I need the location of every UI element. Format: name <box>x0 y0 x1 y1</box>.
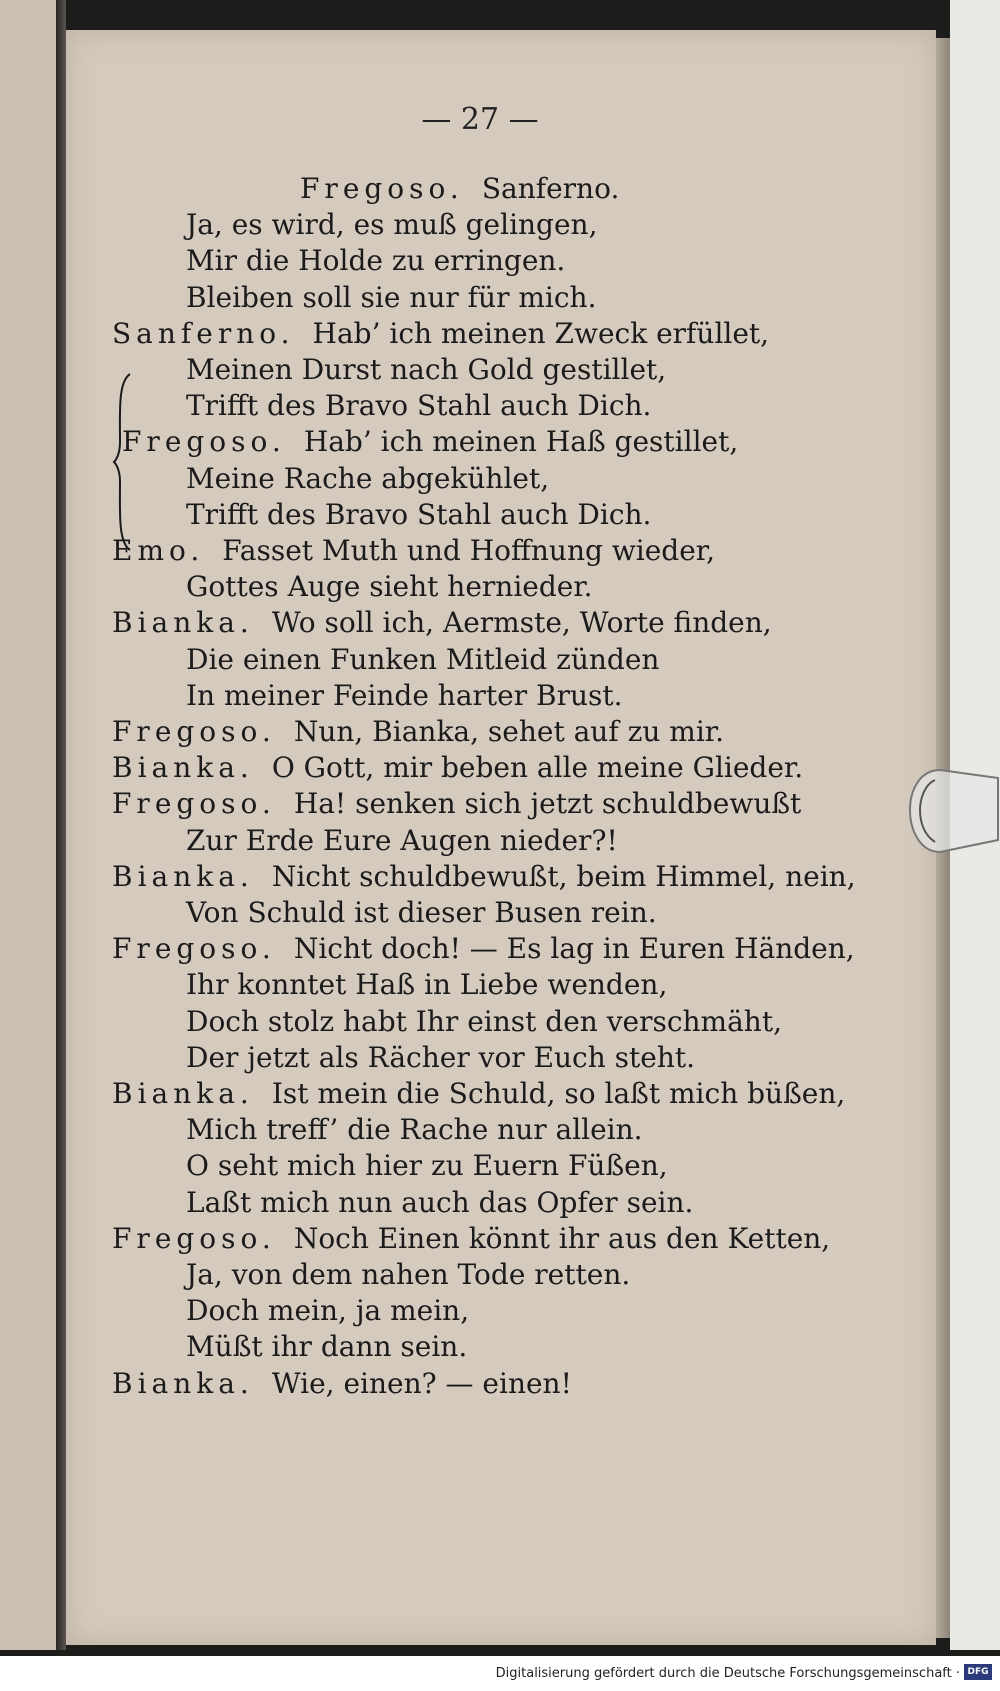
verse-text: Laßt mich nun auch das Opfer sein. <box>186 1186 694 1219</box>
text-line <box>186 244 565 278</box>
text-line <box>186 643 659 677</box>
text-line <box>112 1367 572 1401</box>
text-line <box>186 824 618 858</box>
text-line <box>186 1041 695 1075</box>
verse-text: Ja, von dem nahen Tode retten. <box>186 1258 631 1291</box>
speaker-name: Bianka. <box>112 860 254 893</box>
verse-text: Sanferno. <box>481 172 620 205</box>
text-line <box>122 425 738 459</box>
text-line <box>112 787 801 821</box>
text-line <box>186 1294 469 1328</box>
speaker-name: Fregoso. <box>300 172 464 205</box>
text-line <box>112 1222 830 1256</box>
text-line <box>300 172 619 206</box>
speaker-name: Fregoso. <box>112 787 276 820</box>
verse-text: Ha! senken sich jetzt schuldbewußt <box>293 787 802 820</box>
speaker-name: Emo. <box>112 534 205 567</box>
verse-text: Die einen Funken Mitleid zünden <box>186 643 660 676</box>
text-line <box>112 715 724 749</box>
text-line <box>186 1258 630 1292</box>
verse-text: Ihr konntet Haß in Liebe wenden, <box>186 968 668 1001</box>
verse-text: Von Schuld ist dieser Busen rein. <box>186 896 657 929</box>
verse-text: Nun, Bianka, sehet auf zu mir. <box>293 715 724 748</box>
text-line <box>186 281 596 315</box>
verse-text: Trifft des Bravo Stahl auch Dich. <box>186 498 652 531</box>
speaker-name: Fregoso. <box>112 1222 276 1255</box>
text-line <box>186 208 597 242</box>
text-line <box>112 534 715 568</box>
speaker-name: Bianka. <box>112 751 254 784</box>
speaker-name: Bianka. <box>112 606 254 639</box>
text-line <box>186 570 593 604</box>
book-gutter <box>56 0 66 1650</box>
verse-text: Mich treff’ die Rache nur allein. <box>186 1113 643 1146</box>
speaker-name: Bianka. <box>112 1367 254 1400</box>
verse-text: Wo soll ich, Aermste, Worte finden, <box>271 606 772 639</box>
verse-text: Hab’ ich meinen Haß gestillet, <box>303 425 739 458</box>
speaker-name: Bianka. <box>112 1077 254 1110</box>
verse-text: Noch Einen könnt ihr aus den Ketten, <box>293 1222 831 1255</box>
bracket-mark <box>112 372 134 552</box>
verse-text: Trifft des Bravo Stahl auch Dich. <box>186 389 652 422</box>
verse-text: Nicht doch! — Es lag in Euren Händen, <box>293 932 855 965</box>
text-line <box>186 896 657 930</box>
verse-text: Meine Rache abgekühlet, <box>186 462 550 495</box>
verse-text: In meiner Feinde harter Brust. <box>186 679 623 712</box>
verse-text: Meinen Durst nach Gold gestillet, <box>186 353 667 386</box>
text-line <box>112 606 772 640</box>
text-line <box>186 1186 693 1220</box>
page-number: — 27 — <box>421 102 539 137</box>
verse-text: Fasset Muth und Hoffnung wieder, <box>222 534 716 567</box>
verse-text: Mir die Holde zu erringen. <box>186 244 566 277</box>
verse-text: Doch stolz habt Ihr einst den verschmäht, <box>186 1005 782 1038</box>
verse-text: O seht mich hier zu Euern Füßen, <box>186 1149 668 1182</box>
speaker-name: Fregoso. <box>112 715 276 748</box>
verse-text: Zur Erde Eure Augen nieder?! <box>186 824 618 857</box>
text-line <box>186 498 651 532</box>
text-line <box>112 860 856 894</box>
verse-text: Nicht schuldbewußt, beim Himmel, nein, <box>271 860 856 893</box>
text-line <box>112 1077 845 1111</box>
text-line <box>186 462 549 496</box>
verse-text: Doch mein, ja mein, <box>186 1294 470 1327</box>
text-line <box>186 353 666 387</box>
speaker-name: Fregoso. <box>122 425 286 458</box>
text-line <box>186 1005 782 1039</box>
text-line <box>186 679 623 713</box>
verse-text: Gottes Auge sieht hernieder. <box>186 570 593 603</box>
text-line <box>186 1113 643 1147</box>
verse-text: O Gott, mir beben alle meine Glieder. <box>271 751 804 784</box>
text-line <box>112 317 769 351</box>
verse-text: Ja, es wird, es muß gelingen, <box>186 208 598 241</box>
speaker-name: Sanferno. <box>112 317 295 350</box>
digitization-credit: Digitalisierung gefördert durch die Deutsche Forschungsgemeinschaft · <box>495 1666 960 1681</box>
verse-text: Bleiben soll sie nur für mich. <box>186 281 597 314</box>
verse-text: Ist mein die Schuld, so laßt mich büßen, <box>271 1077 846 1110</box>
text-line <box>112 932 855 966</box>
page-clip <box>880 760 1000 860</box>
verse-text: Wie, einen? — einen! <box>271 1367 572 1400</box>
dfg-logo: DFG <box>964 1664 992 1680</box>
text-line <box>186 389 651 423</box>
verse-text: Müßt ihr dann sein. <box>186 1330 468 1363</box>
text-line <box>186 968 667 1002</box>
verse-text: Hab’ ich meinen Zweck erfüllet, <box>312 317 770 350</box>
text-line <box>186 1330 467 1364</box>
left-page-edge <box>0 0 56 1650</box>
speaker-name: Fregoso. <box>112 932 276 965</box>
text-line <box>186 1149 668 1183</box>
text-line <box>112 751 803 785</box>
verse-text: Der jetzt als Rächer vor Euch steht. <box>186 1041 696 1074</box>
